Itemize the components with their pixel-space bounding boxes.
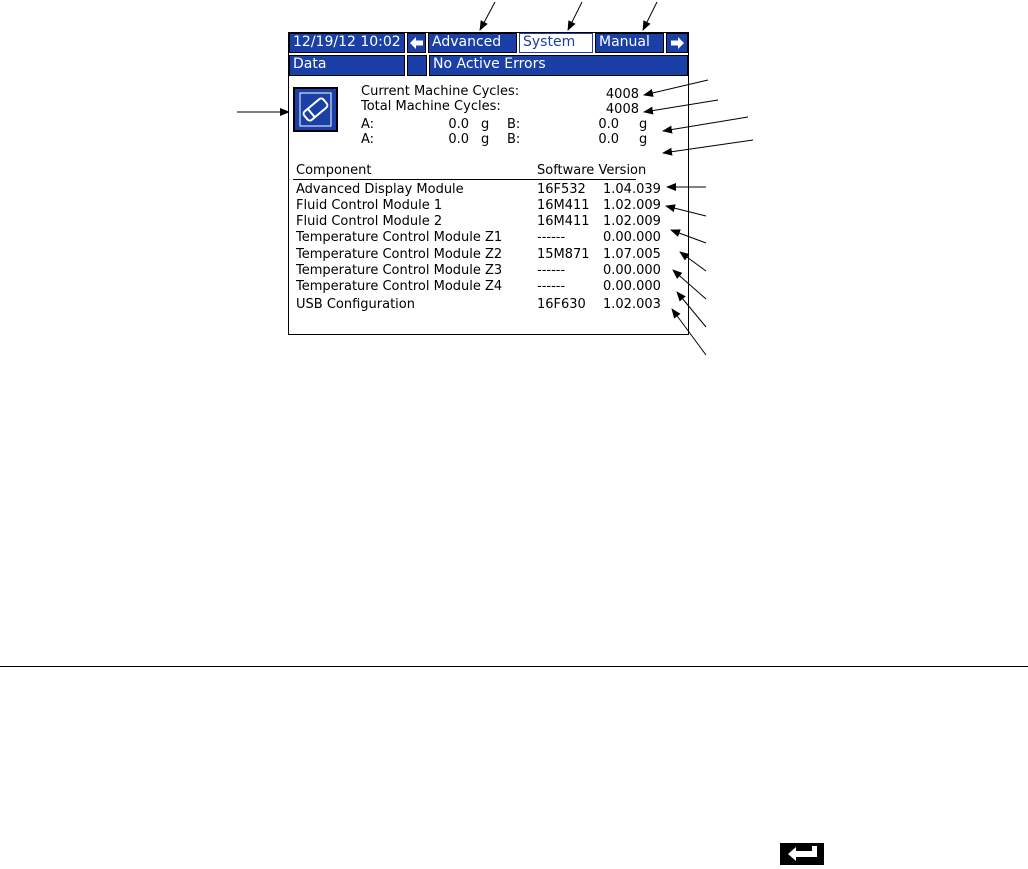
component-part-number: 15M871 (537, 247, 590, 262)
material-b-label: B: (507, 132, 521, 147)
material-b-unit: g (639, 117, 648, 132)
status-spacer (407, 55, 427, 76)
material-b-value: 0.0 (598, 132, 619, 147)
eraser-icon (295, 89, 336, 130)
component-version: 1.04.039 (603, 182, 661, 197)
component-name: Temperature Control Module Z2 (296, 247, 503, 262)
material-a-label: A: (361, 132, 375, 147)
next-screen-button[interactable] (666, 33, 688, 53)
tab-advanced[interactable]: Advanced (428, 33, 517, 53)
material-a-unit: g (481, 132, 490, 147)
datetime-display: 12/19/12 10:02 (289, 33, 405, 53)
component-version: 0.00.000 (603, 263, 661, 278)
material-b-label: B: (507, 117, 521, 132)
component-version: 1.02.009 (603, 198, 661, 213)
component-name: Temperature Control Module Z3 (296, 263, 503, 278)
component-version: 1.02.009 (603, 214, 661, 229)
component-column-header: Component (296, 163, 372, 178)
prev-screen-button[interactable] (407, 33, 426, 53)
tab-system[interactable]: System (519, 33, 593, 53)
mode-indicator: Data (289, 55, 405, 76)
component-part-number: ------ (537, 279, 566, 294)
component-name: USB Configuration (296, 297, 415, 312)
total-cycles-label: Total Machine Cycles: (361, 99, 501, 114)
component-version: 0.00.000 (603, 230, 661, 245)
error-status: No Active Errors (429, 55, 688, 76)
component-name: Advanced Display Module (296, 182, 464, 197)
system-screen (288, 32, 689, 335)
reset-counters-button[interactable] (293, 87, 338, 132)
software-version-column-header: Software Version (537, 163, 647, 178)
arrow-left-icon (408, 34, 425, 52)
component-part-number: 16F532 (537, 182, 586, 197)
table-header-divider (293, 179, 636, 180)
component-version: 1.02.003 (603, 297, 661, 312)
component-part-number: 16F630 (537, 297, 586, 312)
material-b-unit: g (639, 132, 648, 147)
component-name: Temperature Control Module Z1 (296, 230, 503, 245)
total-cycles-value: 4008 (605, 102, 639, 117)
arrow-right-icon (667, 34, 687, 52)
enter-key-icon (780, 843, 824, 865)
current-cycles-value: 4008 (605, 87, 639, 102)
section-divider (0, 666, 1028, 667)
material-a-label: A: (361, 117, 375, 132)
material-a-value: 0.0 (448, 117, 469, 132)
material-a-value: 0.0 (448, 132, 469, 147)
material-a-unit: g (481, 117, 490, 132)
component-part-number: ------ (537, 263, 566, 278)
tab-manual[interactable]: Manual (595, 33, 664, 53)
component-part-number: 16M411 (537, 214, 590, 229)
component-name: Fluid Control Module 1 (296, 198, 443, 213)
component-version: 0.00.000 (603, 279, 661, 294)
material-b-value: 0.0 (598, 117, 619, 132)
component-version: 1.07.005 (603, 247, 661, 262)
component-name: Temperature Control Module Z4 (296, 279, 503, 294)
component-part-number: 16M411 (537, 198, 590, 213)
component-name: Fluid Control Module 2 (296, 214, 443, 229)
component-part-number: ------ (537, 230, 566, 245)
current-cycles-label: Current Machine Cycles: (361, 84, 520, 99)
